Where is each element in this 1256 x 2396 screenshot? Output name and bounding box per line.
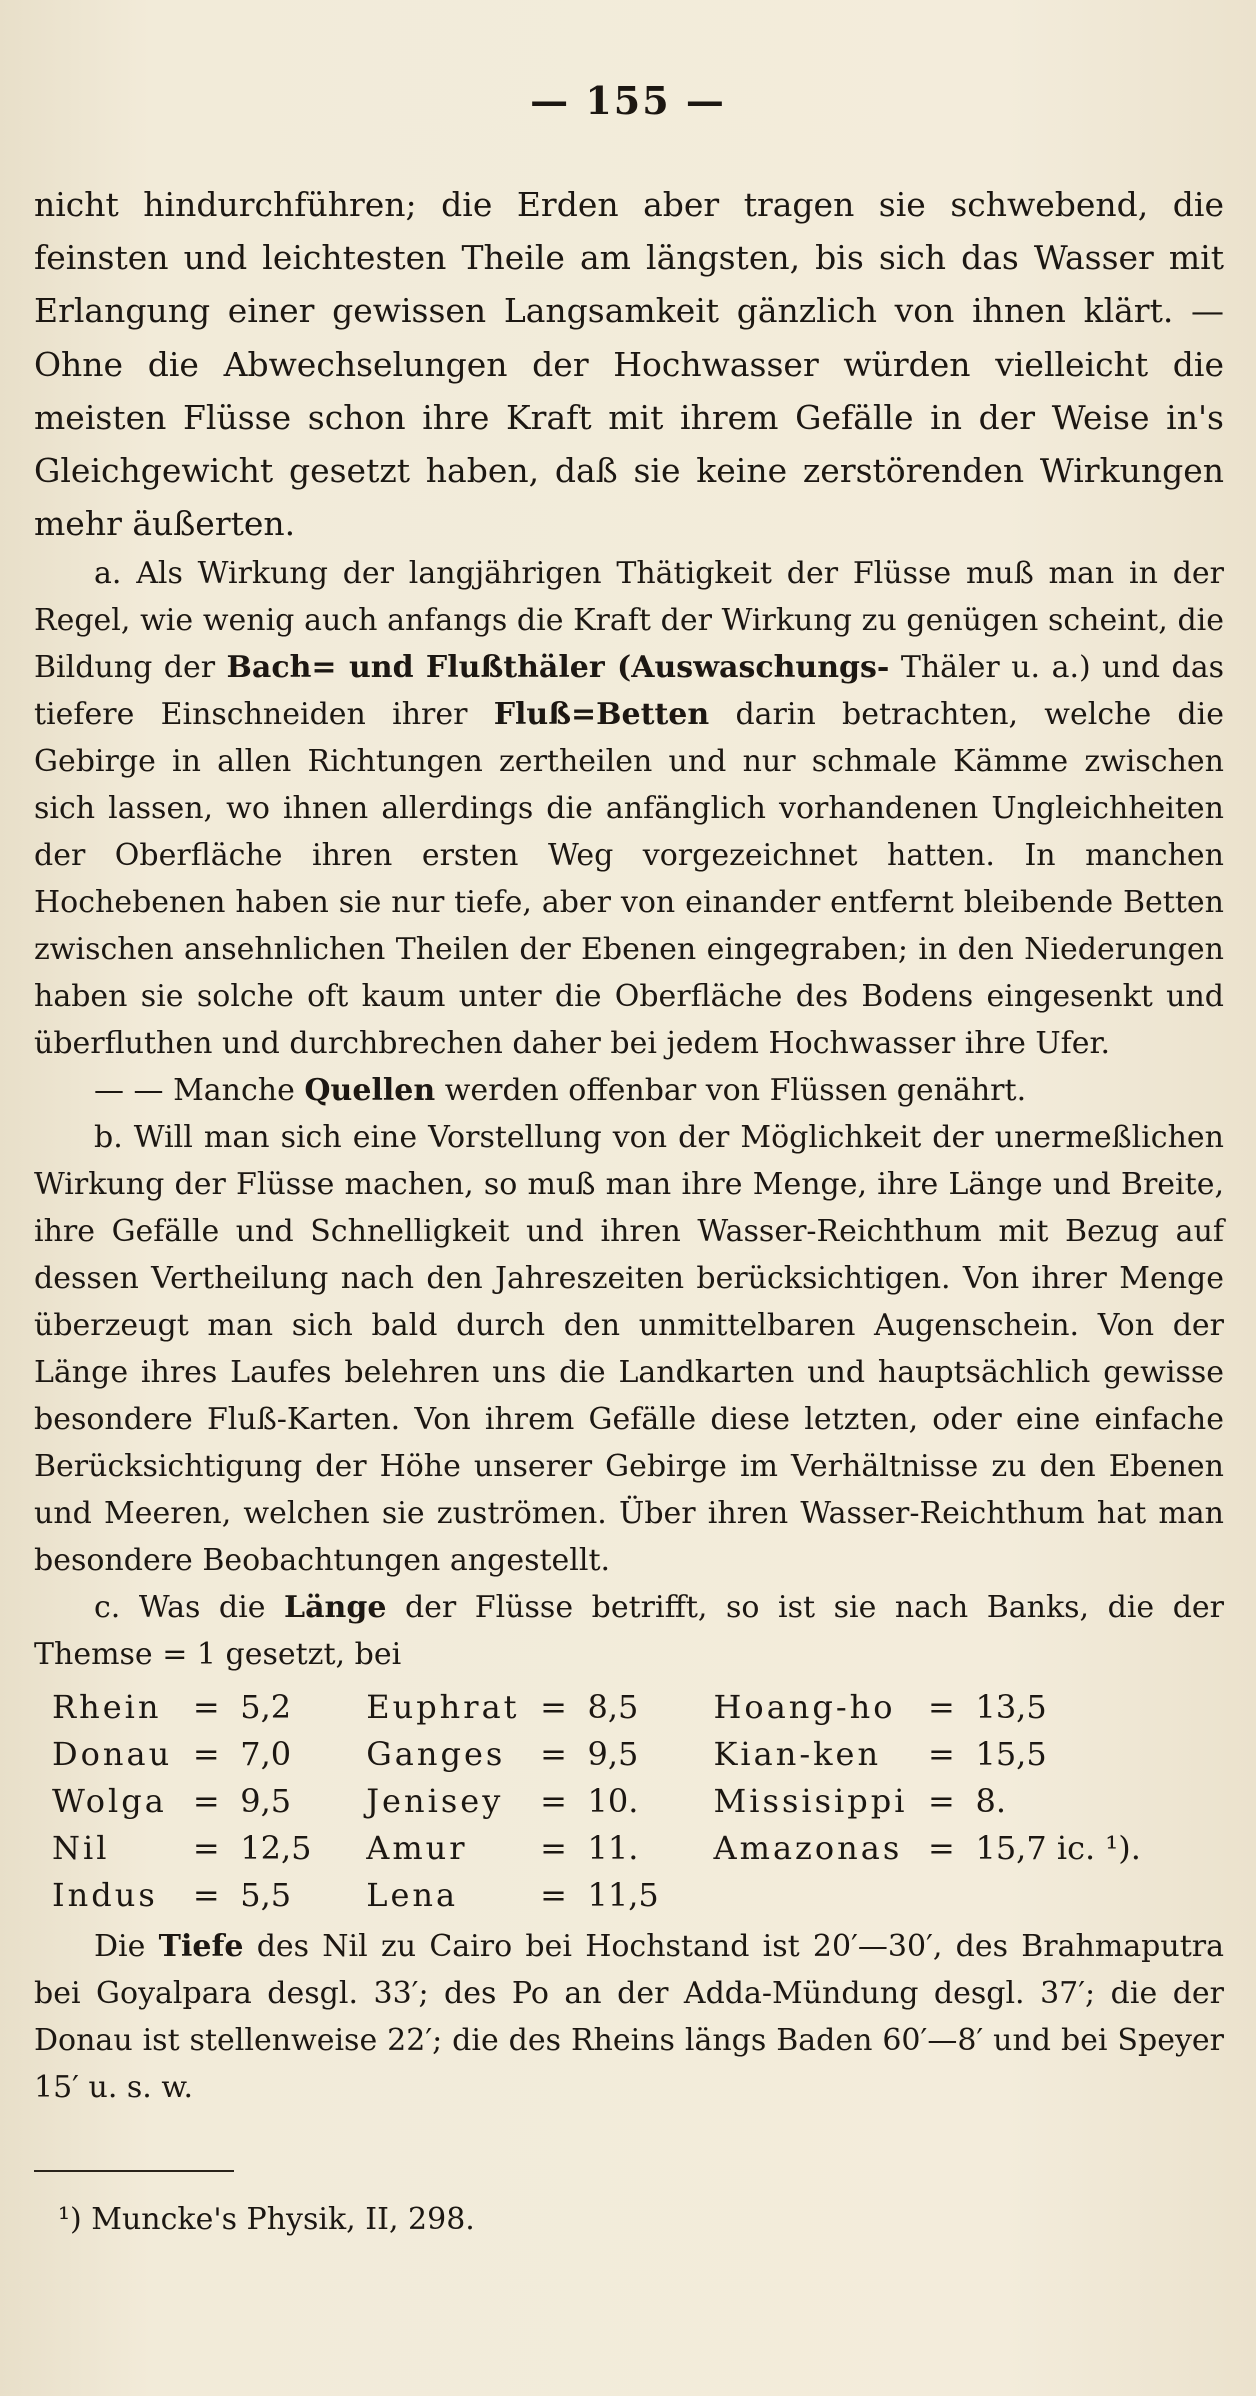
river-name-cell: Ganges <box>366 1735 506 1774</box>
river-eq-cell: = <box>928 1688 955 1727</box>
river-value-cell: 9,5 <box>587 1735 639 1774</box>
river-length-table <box>52 1684 1149 1919</box>
river-value-cell: 5,5 <box>240 1876 292 1915</box>
table-row <box>52 1778 1149 1825</box>
intro-paragraph: nicht hindurchführen; die Erden aber tragen sie schwebend, die feinsten und leichtesten Theile am längsten, bis sich das Wasser mit Erlangung einer gewissen Langsamkeit gänzlich von ihnen klärt. — Ohne die Abwechselungen der Hochwasser würden vielleicht die meisten Flüsse schon ihre Kraft mit ihrem Gefälle in der Weise in's Gleichgewicht gesetzt haben, daß sie keine zerstörenden Wirkungen mehr äußerten. <box>34 185 1224 544</box>
river-name-cell: Amazonas <box>713 1829 903 1868</box>
paragraph-a <box>34 550 1224 1067</box>
depth-paragraph <box>34 1923 1224 2111</box>
river-eq-cell <box>915 1872 975 1919</box>
river-name-cell: Jenisey <box>366 1782 504 1821</box>
term-laenge: Länge <box>284 1590 387 1626</box>
river-name-cell: Kian-ken <box>713 1735 882 1774</box>
river-name-cell <box>714 1872 916 1919</box>
footnote <box>58 2198 475 2242</box>
river-name-cell: Amur <box>366 1829 468 1868</box>
river-name-cell: Missisippi <box>713 1782 908 1821</box>
river-eq-cell: = <box>540 1782 567 1821</box>
table-row <box>52 1731 1149 1778</box>
paragraph-b <box>34 1114 1224 1584</box>
paragraph-a-text: Als Wirkung der langjährigen Thätigkeit der Flüsse muß man in der Regel, wie wenig auch anfangs die Kraft der Wirkung zu genügen scheint, die Bildung der <box>34 556 1224 686</box>
term-flussbetten: Fluß=Betten <box>493 697 710 733</box>
paragraph-c-text: Was die <box>120 1590 285 1626</box>
river-eq-cell: = <box>540 1829 567 1868</box>
footnote-text: Muncke's Physik, II, 298. <box>81 2202 475 2237</box>
paragraph-a-text-3: darin betrachten, welche die Gebirge in allen Richtungen zertheilen und nur schmale Kämme zwischen sich lassen, wo ihnen allerdings die anfänglich vorhandenen Ungleichheiten der Oberfläche ihren ersten Weg vorgezeichnet hatten. In manchen Hochebenen haben sie nur tiefe, aber von einander entfernt bleibende Betten zwischen ansehnlichen Theilen der Ebenen eingegraben; in den Niederungen haben sie solche oft kaum unter die Oberfläche des Bodens eingesenkt und überfluthen und durchbrechen daher bei jedem Hochwasser ihre Ufer. <box>34 697 1224 1062</box>
river-eq-cell: = <box>928 1782 955 1821</box>
paragraph-c-text-2: der Flüsse betrifft, so ist sie nach Banks, die der Themse = 1 gesetzt, bei <box>34 1590 1224 1673</box>
paragraph-c-label: c. <box>94 1590 121 1626</box>
term-tiefe: Tiefe <box>158 1929 244 1965</box>
springs-prefix: — — Manche <box>94 1073 305 1109</box>
paragraph-b-label: b. <box>94 1120 123 1156</box>
river-name-cell: Nil <box>52 1829 110 1868</box>
river-name-cell: Euphrat <box>366 1688 520 1727</box>
table-row <box>52 1684 1149 1731</box>
river-value-cell: 11,5 <box>587 1876 659 1915</box>
river-value-cell: 12,5 <box>240 1829 312 1868</box>
river-value-cell: 8. <box>975 1782 1006 1821</box>
river-eq-cell: = <box>540 1688 567 1727</box>
river-value-cell: 15,7 ic. ¹). <box>975 1829 1141 1868</box>
paragraph-a-text-2: Thäler u. a.) und das tiefere Einschneiden ihrer <box>34 650 1224 733</box>
river-eq-cell: = <box>192 1735 220 1774</box>
river-name-cell: Wolga <box>52 1782 167 1821</box>
depth-text: des Nil zu Cairo bei Hochstand ist 20′—30′, des Brahmaputra bei Goyalpara desgl. 33′; des Po an der Adda-Mündung desgl. 37′; die der Donau ist stellenweise 22′; die des Rheins längs Baden 60′—8′ und bei Speyer 15′ u. s. w. <box>34 1929 1224 2106</box>
river-value-cell: 15,5 <box>975 1735 1047 1774</box>
river-eq-cell: = <box>192 1782 220 1821</box>
paragraph-c <box>34 1584 1224 1678</box>
river-eq-cell: = <box>928 1735 955 1774</box>
river-eq-cell: = <box>540 1735 567 1774</box>
river-value-cell: 11. <box>587 1829 639 1868</box>
river-value-cell: 9,5 <box>240 1782 292 1821</box>
river-name-cell: Hoang-ho <box>713 1688 896 1727</box>
depth-prefix: Die <box>94 1929 159 1965</box>
paragraph-a-label: a. <box>94 556 122 592</box>
page-body <box>34 178 1224 2111</box>
paragraph-b-text: Will man sich eine Vorstellung von der Möglichkeit der unermeßlichen Wirkung der Flüsse machen, so muß man ihre Menge, ihre Länge und Breite, ihre Gefälle und Schnelligkeit und ihren Wasser-Reichthum mit Bezug auf dessen Vertheilung nach den Jahreszeiten berücksichtigen. Von ihrer Menge überzeugt man sich bald durch den unmittelbaren Augenschein. Von der Länge ihres Laufes belehren uns die Landkarten und hauptsächlich gewisse besondere Fluß-Karten. Von ihrem Gefälle diese letzten, oder eine einfache Berücksichtigung der Höhe unserer Gebirge im Verhältnisse zu den Ebenen und Meeren, welchen sie zuströmen. Über ihren Wasser-Reichthum hat man besondere Beobachtungen angestellt. <box>34 1120 1224 1579</box>
river-eq-cell: = <box>192 1829 220 1868</box>
river-eq-cell: = <box>928 1829 955 1868</box>
springs-line <box>34 1067 1224 1114</box>
river-eq-cell: = <box>192 1688 220 1727</box>
river-name-cell: Donau <box>52 1735 173 1774</box>
river-value-cell: 7,0 <box>240 1735 292 1774</box>
term-bach-flussthaeler: Bach= und Flußthäler (Auswaschungs- <box>226 650 890 686</box>
term-quellen: Quellen <box>304 1073 436 1109</box>
river-value-cell: 13,5 <box>975 1688 1047 1727</box>
springs-rest: werden offenbar von Flüssen genährt. <box>435 1073 1027 1109</box>
river-eq-cell: = <box>192 1876 220 1915</box>
table-row <box>52 1872 1149 1919</box>
river-eq-cell: = <box>540 1876 567 1915</box>
river-value-cell: 10. <box>587 1782 639 1821</box>
river-value-cell: 8,5 <box>587 1688 639 1727</box>
river-name-cell: Lena <box>366 1876 459 1915</box>
river-name-cell: Rhein <box>52 1688 162 1727</box>
river-value-cell <box>975 1872 1148 1919</box>
river-name-cell: Indus <box>52 1876 158 1915</box>
footnote-divider <box>34 2170 234 2172</box>
table-row <box>52 1825 1149 1872</box>
footnote-mark: ¹) <box>58 2202 82 2237</box>
page-number: — 155 — <box>530 78 726 123</box>
river-value-cell: 5,2 <box>240 1688 292 1727</box>
